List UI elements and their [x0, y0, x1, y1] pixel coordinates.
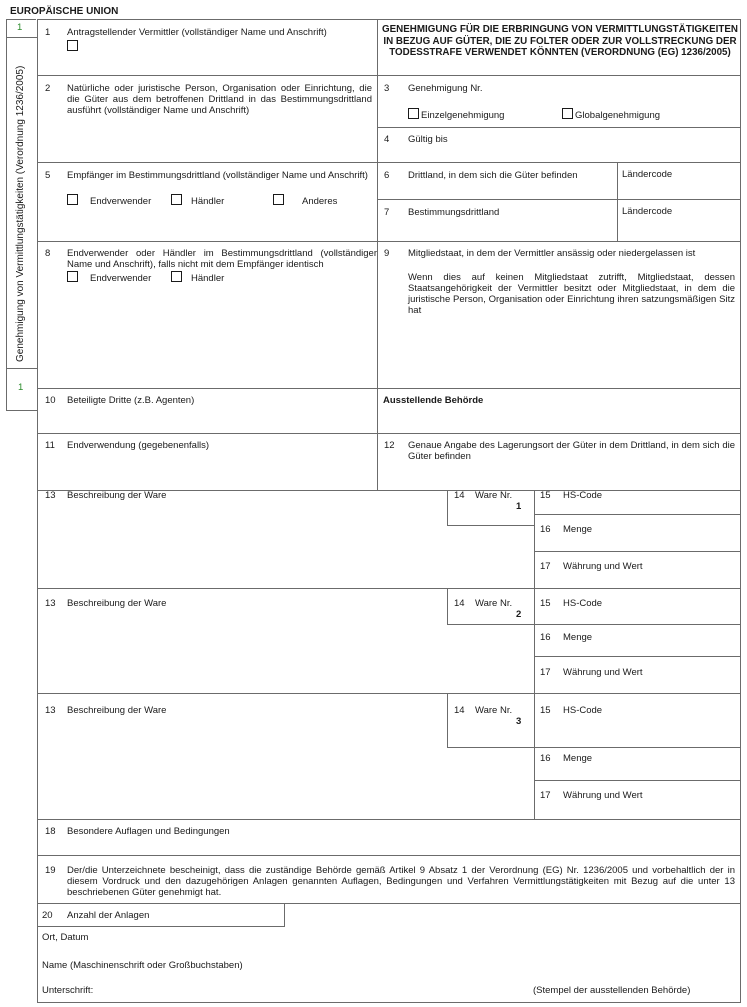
field-number: 15 — [540, 598, 551, 609]
name-label: Name (Maschinenschrift oder Großbuchstaben) — [42, 960, 243, 971]
field-number: 14 — [454, 598, 465, 609]
field-number: 18 — [45, 826, 56, 837]
goods-description-label: Beschreibung der Ware — [67, 598, 167, 609]
signature-label: Unterschrift: — [42, 985, 94, 996]
consignee-dealer-label: Händler — [191, 196, 225, 207]
quantity-label: Menge — [563, 632, 593, 643]
item-number-label: Ware Nr. — [475, 490, 513, 501]
field-label: Mitgliedstaat, in dem der Vermittler ansässig oder niedergelassen ist — [408, 248, 696, 259]
copy-number-bottom: 1 — [18, 382, 24, 393]
field-number: 8 — [45, 248, 51, 259]
field-label: Endverwendung (gegebenenfalls) — [67, 440, 210, 451]
certification-text: Der/die Unterzeichnete bescheinigt, dass die zuständige Behörde gemäß Artikel 9 Absatz 1 der Verordnung (EG) Nr. 1236/2005 und vorbehaltlich der in diesem Vordruck und den dazugehörigen Anlagen genannten Auflagen, Bedingungen und Verfahren Vermittlungstätigkeiten mit Bezug auf die unter 13 beschriebenen Güter genehmigt hat. — [67, 865, 735, 898]
enduser-checkbox[interactable] — [67, 271, 78, 282]
field-number: 20 — [42, 910, 53, 921]
field-number: 15 — [540, 490, 551, 501]
enduser-label: Endverwender — [90, 273, 152, 284]
country-code-label: Ländercode — [622, 169, 673, 180]
field-number: 14 — [454, 705, 465, 716]
item-number-label: Ware Nr. — [475, 598, 513, 609]
individual-authorisation-checkbox[interactable] — [408, 108, 419, 119]
item-number-label: Ware Nr. — [475, 705, 513, 716]
global-authorisation-checkbox[interactable] — [562, 108, 573, 119]
field-number: 15 — [540, 705, 551, 716]
field-label: Beteiligte Dritte (z.B. Agenten) — [67, 395, 195, 406]
place-date-label: Ort, Datum — [42, 932, 89, 943]
form-title: GENEHMIGUNG FÜR DIE ERBRINGUNG VON VERMITTLUNGSTÄTIGKEITEN IN BEZUG AUF GÜTER, DIE ZU FOLTER ODER ZUR VOLLSTRECKUNG DER TODESSTRAFE VERWENDET KÖNNTEN (VERORDNUNG (EG) 1236/2005) — [382, 24, 738, 58]
field-label: Gültig bis — [408, 134, 448, 145]
field-number: 9 — [384, 248, 390, 259]
field-label: Anzahl der Anlagen — [67, 910, 150, 921]
hs-code-label: HS-Code — [563, 705, 603, 716]
field-number: 13 — [45, 598, 56, 609]
field-number: 11 — [45, 440, 55, 451]
currency-value-label: Währung und Wert — [563, 790, 643, 801]
field-label: Genaue Angabe des Lagerungsort der Güter in dem Drittland, in dem sich die Güter befinden — [408, 440, 735, 462]
field-label: Antragstellender Vermittler (vollständiger Name und Anschrift) — [67, 27, 327, 38]
field-number: 19 — [45, 865, 56, 876]
consignee-enduser-label: Endverwender — [90, 196, 152, 207]
field-number: 1 — [45, 27, 51, 38]
field-label: Endverwender oder Händler im Bestimmungsdrittland (vollständiger Name und Anschrift), falls nicht mit dem Empfänger identisch — [67, 248, 377, 270]
stamp-label: (Stempel der ausstellenden Behörde) — [533, 985, 691, 996]
item-number-value: 3 — [516, 716, 522, 727]
field-number: 13 — [45, 705, 56, 716]
dealer-checkbox[interactable] — [171, 271, 182, 282]
quantity-label: Menge — [563, 524, 593, 535]
currency-value-label: Währung und Wert — [563, 667, 643, 678]
field-number: 17 — [540, 561, 551, 572]
field-number: 16 — [540, 753, 551, 764]
currency-value-label: Währung und Wert — [563, 561, 643, 572]
hs-code-label: HS-Code — [563, 598, 603, 609]
field-label: Bestimmungsdrittland — [408, 207, 500, 218]
individual-authorisation-label: Einzelgenehmigung — [421, 110, 505, 121]
goods-description-label: Beschreibung der Ware — [67, 490, 167, 501]
field-number: 7 — [384, 207, 390, 218]
field-label: Besondere Auflagen und Bedingungen — [67, 826, 230, 837]
vertical-form-label: Genehmigung von Vermittlungstätigkeiten (Verordnung 1236/2005) — [15, 65, 26, 362]
field-number: 12 — [384, 440, 395, 451]
field-number: 17 — [540, 667, 551, 678]
field-number: 16 — [540, 524, 551, 535]
applicant-checkbox[interactable] — [67, 40, 78, 51]
field-number: 13 — [45, 490, 56, 501]
field-number: 2 — [45, 83, 51, 94]
field-label: Empfänger im Bestimmungsdrittland (vollständiger Name und Anschrift) — [67, 170, 368, 181]
field-number: 6 — [384, 170, 390, 181]
dealer-label: Händler — [191, 273, 225, 284]
field-number: 14 — [454, 490, 465, 501]
field-number: 5 — [45, 170, 51, 181]
field-number: 4 — [384, 134, 390, 145]
document-header: EUROPÄISCHE UNION — [10, 6, 119, 17]
consignee-other-checkbox[interactable] — [273, 194, 284, 205]
country-code-label: Ländercode — [622, 206, 673, 217]
quantity-label: Menge — [563, 753, 593, 764]
hs-code-label: HS-Code — [563, 490, 603, 501]
issuing-authority-label: Ausstellende Behörde — [383, 395, 484, 406]
copy-number-top: 1 — [17, 22, 23, 33]
goods-description-label: Beschreibung der Ware — [67, 705, 167, 716]
item-number-value: 2 — [516, 609, 522, 620]
global-authorisation-label: Globalgenehmigung — [575, 110, 661, 121]
item-number-value: 1 — [516, 501, 522, 512]
consignee-other-label: Anderes — [302, 196, 338, 207]
field-label: Genehmigung Nr. — [408, 83, 483, 94]
field-number: 16 — [540, 632, 551, 643]
field-number: 10 — [45, 395, 56, 406]
field-number: 17 — [540, 790, 551, 801]
consignee-dealer-checkbox[interactable] — [171, 194, 182, 205]
consignee-enduser-checkbox[interactable] — [67, 194, 78, 205]
field-note: Wenn dies auf keinen Mitgliedstaat zutrifft, Mitgliedstaat, dessen Staatsangehörigkeit der Vermittler besitzt oder Mitgliedstaat, in dem die juristische Person, Organisation oder Einrichtung ihren satzungsmäßigen Sitz hat — [408, 272, 735, 316]
field-label: Natürliche oder juristische Person, Organisation oder Einrichtung, die die Güter aus dem betroffenen Drittland in das Bestimmungsdrittland ausführt (vollständiger Name und Anschrift) — [67, 83, 372, 116]
field-number: 3 — [384, 83, 390, 94]
field-label: Drittland, in dem sich die Güter befinden — [408, 170, 578, 181]
